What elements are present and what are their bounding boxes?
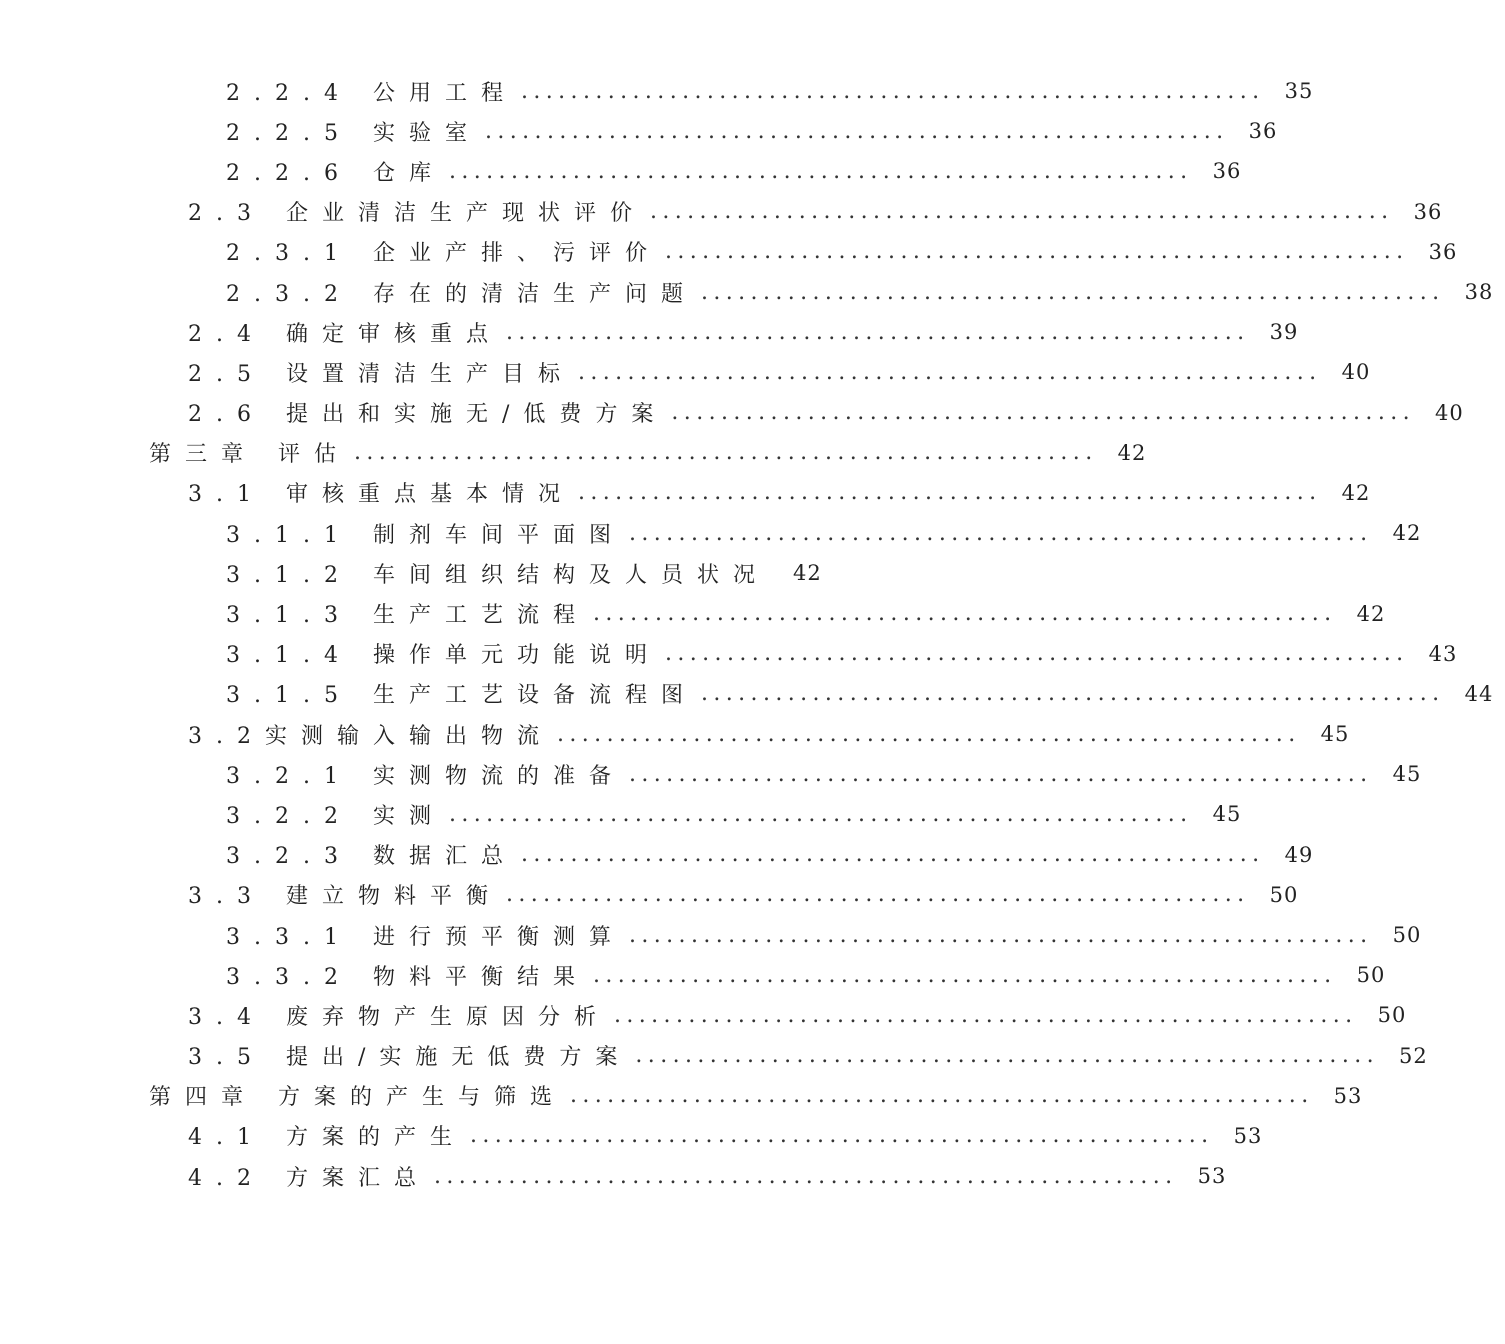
toc-entry-page-number: 42 — [792, 561, 822, 586]
toc-dot-leader: ............................................................ — [664, 641, 1409, 667]
toc-entry[interactable] — [0, 71, 1314, 111]
toc-entry-page-number: 40 — [1435, 400, 1464, 425]
toc-dot-leader: ............................................................ — [505, 319, 1250, 345]
toc-entry-title: 3.2.3 数据汇总 — [226, 844, 517, 870]
toc-entry[interactable] — [0, 473, 1371, 513]
toc-entry-title: 第三章 评估 — [149, 442, 350, 468]
toc-dot-leader: ............................................................ — [649, 199, 1394, 225]
toc-entry[interactable] — [0, 875, 1299, 915]
toc-entry-title: 2.3 企业清洁生产现状评价 — [188, 201, 646, 227]
toc-entry-page-number: 50 — [1269, 882, 1299, 907]
table-of-contents — [0, 71, 1494, 1196]
toc-entry-page-number: 36 — [1248, 119, 1278, 144]
toc-dot-leader: ............................................................ — [557, 721, 1301, 747]
toc-entry[interactable] — [0, 995, 1407, 1035]
toc-entry[interactable] — [0, 714, 1350, 754]
toc-dot-leader: ............................................................ — [628, 922, 1373, 948]
toc-dot-leader: ............................................................ — [592, 962, 1337, 988]
toc-entry-page-number: 36 — [1428, 239, 1458, 264]
toc-entry-title: 3.4 废弃物产生原因分析 — [188, 1004, 610, 1030]
toc-entry[interactable] — [0, 352, 1371, 392]
toc-entry-title: 4.2 方案汇总 — [188, 1165, 430, 1191]
toc-entry-page-number: 50 — [1392, 923, 1422, 948]
toc-entry-title: 2.6 提出和实施无/低费方案 — [188, 402, 668, 428]
toc-entry-title: 3.1 审核重点基本情况 — [188, 482, 574, 508]
toc-entry-title: 2.4 确定审核重点 — [188, 321, 502, 347]
toc-entry-title: 3.3.2 物料平衡结果 — [226, 964, 589, 990]
toc-dot-leader: ............................................................ — [448, 801, 1193, 827]
toc-entry-title: 3.3 建立物料平衡 — [188, 884, 502, 910]
toc-entry-title: 3.5 提出/实施无低费方案 — [188, 1045, 632, 1071]
toc-entry[interactable] — [0, 754, 1422, 794]
toc-entry[interactable] — [0, 593, 1386, 633]
toc-entry-page-number: 42 — [1392, 521, 1422, 546]
toc-entry-page-number: 52 — [1399, 1043, 1428, 1068]
toc-entry-page-number: 39 — [1269, 320, 1299, 345]
toc-entry[interactable] — [0, 433, 1147, 473]
toc-entry-page-number: 38 — [1464, 280, 1494, 305]
toc-entry[interactable] — [0, 1156, 1227, 1196]
toc-entry-title: 3.2实测输入输出物流 — [188, 723, 553, 749]
toc-entry-title: 3.1.5 生产工艺设备流程图 — [226, 683, 697, 709]
toc-entry-title: 3.3.1 进行预平衡测算 — [226, 924, 625, 950]
toc-entry-title: 3.1.3 生产工艺流程 — [226, 603, 589, 629]
toc-entry[interactable] — [0, 553, 822, 593]
toc-dot-leader: ............................................................ — [505, 882, 1250, 908]
toc-dot-leader: ............................................................ — [613, 1002, 1358, 1028]
toc-dot-leader: ............................................................ — [469, 1123, 1214, 1149]
toc-entry-page-number: 44 — [1464, 681, 1494, 706]
toc-dot-leader: ............................................................ — [354, 440, 1098, 466]
toc-entry-page-number: 36 — [1413, 199, 1443, 224]
toc-entry-page-number: 42 — [1341, 480, 1371, 505]
toc-dot-leader: ............................................................ — [592, 601, 1337, 627]
toc-dot-leader: ............................................................ — [577, 480, 1322, 506]
toc-dot-leader: ............................................................ — [484, 118, 1229, 144]
toc-entry-page-number: 50 — [1377, 1003, 1407, 1028]
toc-entry-page-number: 49 — [1284, 842, 1314, 867]
toc-entry-page-number: 35 — [1284, 79, 1314, 104]
toc-entry-title: 3.1.4 操作单元功能说明 — [226, 643, 661, 669]
toc-entry-title: 2.3.1 企业产排、污评价 — [226, 241, 661, 267]
toc-entry[interactable] — [0, 1076, 1363, 1116]
toc-entry-title: 3.1.1 制剂车间平面图 — [226, 522, 625, 548]
toc-dot-leader: ............................................................ — [664, 239, 1409, 265]
toc-entry[interactable] — [0, 835, 1314, 875]
toc-dot-leader: ............................................................ — [433, 1163, 1178, 1189]
toc-dot-leader: ............................................................ — [700, 681, 1445, 707]
toc-entry[interactable] — [0, 915, 1422, 955]
toc-entry-page-number: 42 — [1356, 601, 1386, 626]
toc-entry[interactable] — [0, 393, 1464, 433]
toc-dot-leader: ............................................................ — [577, 359, 1322, 385]
toc-entry-title: 2.2.6 仓库 — [226, 160, 445, 186]
toc-entry-title: 4.1 方案的产生 — [188, 1125, 466, 1151]
toc-entry[interactable] — [0, 151, 1242, 191]
toc-entry-page-number: 50 — [1356, 963, 1386, 988]
toc-entry[interactable] — [0, 513, 1422, 553]
toc-entry-title: 2.2.4 公用工程 — [226, 80, 517, 106]
toc-entry[interactable] — [0, 192, 1443, 232]
toc-entry-page-number: 36 — [1212, 159, 1242, 184]
toc-entry[interactable] — [0, 312, 1299, 352]
toc-dot-leader: ............................................................ — [671, 400, 1415, 426]
toc-dot-leader: ............................................................ — [700, 279, 1445, 305]
toc-entry[interactable] — [0, 111, 1278, 151]
toc-entry[interactable] — [0, 272, 1494, 312]
toc-entry-title: 第四章 方案的产生与筛选 — [149, 1085, 566, 1111]
toc-entry[interactable] — [0, 674, 1494, 714]
toc-entry[interactable] — [0, 1116, 1263, 1156]
toc-entry-page-number: 40 — [1341, 360, 1371, 385]
toc-entry[interactable] — [0, 1036, 1428, 1076]
toc-dot-leader: ............................................................ — [448, 158, 1193, 184]
toc-entry-page-number: 53 — [1197, 1164, 1227, 1189]
toc-entry-title: 2.3.2 存在的清洁生产问题 — [226, 281, 697, 307]
toc-entry-page-number: 42 — [1117, 440, 1147, 465]
toc-entry-page-number: 53 — [1233, 1123, 1263, 1148]
toc-entry-title: 2.5 设置清洁生产目标 — [188, 361, 574, 387]
toc-entry-page-number: 45 — [1212, 802, 1242, 827]
toc-entry-page-number: 45 — [1320, 722, 1350, 747]
toc-entry-title: 3.1.2 车间组织结构及人员状况 — [226, 562, 769, 588]
toc-entry-title: 3.2.1 实测物流的准备 — [226, 763, 625, 789]
toc-entry[interactable] — [0, 634, 1458, 674]
toc-entry[interactable] — [0, 955, 1386, 995]
toc-entry[interactable] — [0, 794, 1242, 834]
toc-entry-page-number: 45 — [1392, 762, 1422, 787]
toc-dot-leader: ............................................................ — [570, 1083, 1314, 1109]
toc-entry-page-number: 53 — [1333, 1083, 1363, 1108]
toc-entry-title: 2.2.5 实验室 — [226, 120, 481, 146]
toc-entry-title: 3.2.2 实测 — [226, 803, 445, 829]
toc-dot-leader: ............................................................ — [520, 842, 1265, 868]
toc-dot-leader: ............................................................ — [628, 761, 1373, 787]
toc-entry[interactable] — [0, 232, 1458, 272]
toc-dot-leader: ............................................................ — [635, 1043, 1379, 1069]
toc-dot-leader: ............................................................ — [520, 78, 1265, 104]
toc-entry-page-number: 43 — [1428, 641, 1458, 666]
toc-dot-leader: ............................................................ — [628, 520, 1373, 546]
